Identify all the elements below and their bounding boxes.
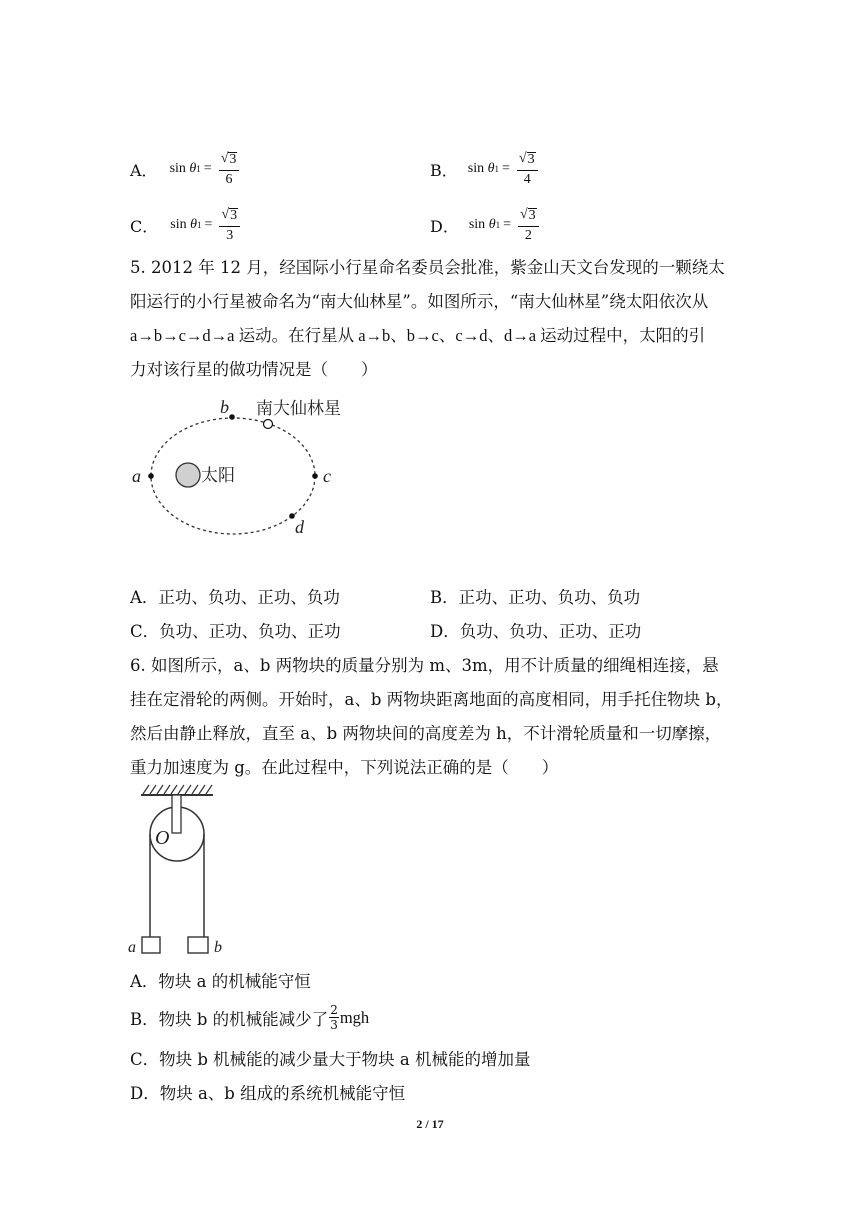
q4-option-b-fraction: √ 3 4: [517, 152, 538, 187]
q5-line-4: 力对该行星的做功情况是（ ）: [130, 360, 378, 379]
q6-line-3: 然后由静止释放，直至 a、b 两物块间的高度差为 h，不计滑轮质量和一切摩擦，: [130, 724, 722, 743]
q4-option-d-label: D．: [430, 216, 459, 236]
sun-label: 太阳: [201, 466, 235, 486]
point-c-label: c: [323, 466, 331, 486]
q4-option-b: [430, 152, 538, 187]
q4-option-c-label: C．: [130, 216, 159, 236]
q5-option-a: A．正功、负功、正功、负功: [130, 588, 340, 607]
q5-option-c: C．负功、正功、负功、正功: [130, 622, 341, 641]
q4-option-c-formula: sin θ 1 = √ 3 3: [170, 208, 240, 243]
block-a-label: a: [128, 939, 136, 956]
point-c-dot: [312, 473, 318, 479]
page-number: 2 / 17: [416, 1117, 444, 1131]
point-d-dot: [289, 513, 295, 519]
q4-option-b-label: B．: [430, 160, 458, 180]
q6-pulley-figure: [125, 782, 235, 957]
q4-option-c: [130, 208, 240, 243]
q5-option-d: D．负功、负功、正功、正功: [430, 622, 642, 641]
q4-option-d-fraction: √ 3 2: [518, 208, 539, 243]
q5-line-1: 5. 2012 年 12 月，经国际小行星命名委员会批准，紫金山天文台发现的一颗绕太: [130, 258, 725, 277]
pulley-rod: [172, 795, 181, 833]
ceiling-hatching: [143, 785, 212, 794]
q4-option-a-label: A．: [130, 160, 158, 180]
q6-line-2: 挂在定滑轮的两侧。开始时，a、b 两物块距离地面的高度相同，用手托住物块 b，: [130, 690, 733, 709]
q4-option-a-formula: sin θ 1 = √ 3 6: [170, 152, 240, 187]
point-b-label: b: [220, 397, 229, 417]
q6-option-b: [130, 1004, 369, 1031]
q4-option-d-formula: sin θ 1 = √ 3 2: [469, 208, 539, 243]
point-d-label: d: [295, 517, 304, 537]
point-a-label: a: [132, 466, 141, 486]
q4-option-b-formula: sin θ 1 = √ 3 4: [468, 152, 538, 187]
planet-circle: [264, 420, 273, 429]
q5-orbit-figure: [120, 390, 380, 540]
q5-line-3: a→b→c→d→a 运动。在行星从 a→b、b→c、c→d、d→a 运动过程中，太阳的引: [130, 326, 706, 345]
q6-option-c: C．物块 b 机械能的减少量大于物块 a 机械能的增加量: [130, 1050, 531, 1069]
q4-option-d: [430, 208, 539, 243]
q6-option-b-mgh: mgh: [339, 1007, 370, 1027]
q6-option-d: D．物块 a、b 组成的系统机械能守恒: [130, 1084, 406, 1103]
q5-line-2: 阳运行的小行星被命名为“南大仙林星”。如图所示，“南大仙林星”绕太阳依次从: [130, 292, 709, 311]
point-b-dot: [229, 414, 235, 420]
q6-option-a: A．物块 a 的机械能守恒: [130, 972, 311, 991]
q6-option-b-fraction: $\frac{2}{3}$: [330, 1003, 338, 1032]
planet-label: 南大仙林星: [256, 399, 341, 419]
block-b: [188, 937, 208, 953]
q4-option-a: [130, 152, 239, 187]
sun-circle: [176, 463, 200, 487]
q5-option-b: B．正功、正功、负功、负功: [430, 588, 641, 607]
q6-option-b-text: B．物块 b 的机械能减少了: [130, 1009, 329, 1029]
block-a: [142, 937, 160, 953]
q4-option-a-fraction: √ 3 6: [219, 152, 240, 187]
q6-line-4: 重力加速度为 g。在此过程中，下列说法正确的是（ ）: [130, 758, 559, 777]
q4-option-c-fraction: √ 3 3: [219, 208, 240, 243]
q6-line-1: 6. 如图所示，a、b 两物块的质量分别为 m、3m，用不计质量的细绳相连接，悬: [130, 656, 719, 675]
block-b-label: b: [214, 939, 222, 956]
pulley-label: O: [155, 827, 170, 849]
point-a-dot: [148, 473, 154, 479]
